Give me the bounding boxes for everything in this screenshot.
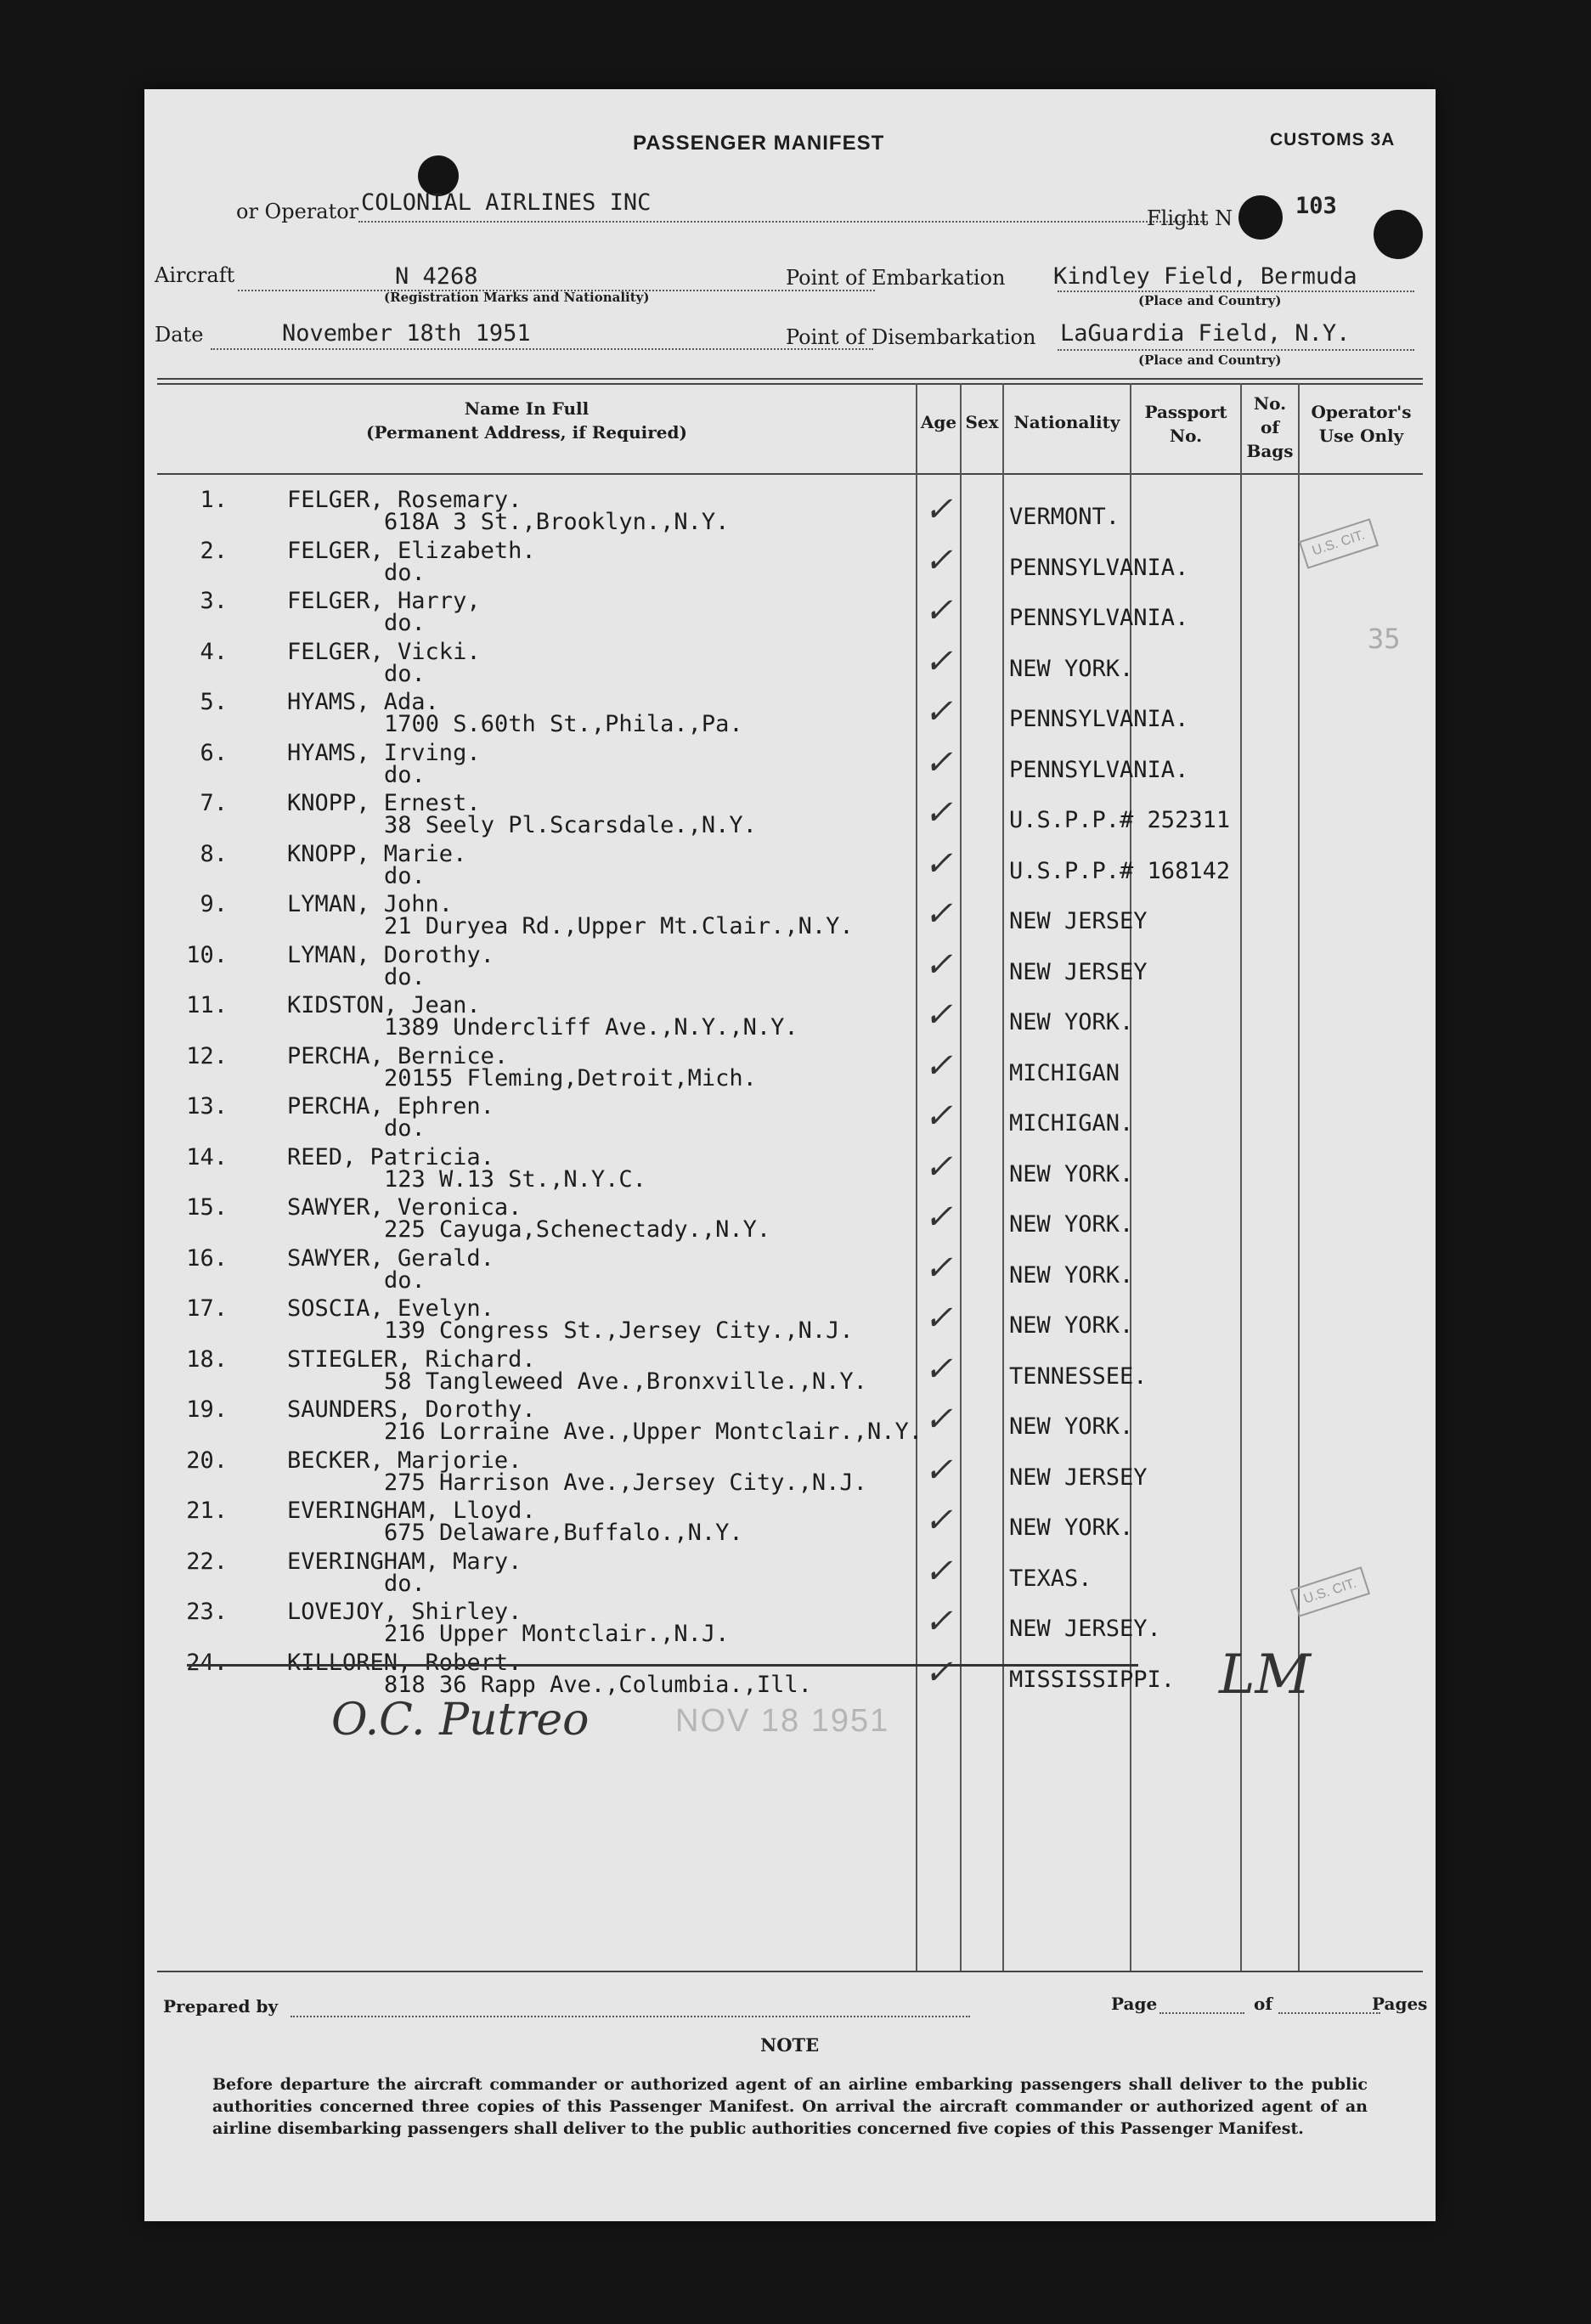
row-number: 13. bbox=[186, 1093, 228, 1120]
passenger-address: 216 Upper Montclair.,N.J. bbox=[384, 1621, 730, 1647]
passenger-name: KNOPP, Marie. bbox=[287, 840, 467, 867]
passenger-nationality: NEW YORK. bbox=[1009, 1211, 1134, 1238]
checkmark-icon: ✓ bbox=[924, 1501, 953, 1540]
passenger-nationality: NEW JERSEY bbox=[1009, 908, 1148, 934]
punch-hole bbox=[1374, 210, 1423, 259]
row-number: 19. bbox=[186, 1396, 228, 1423]
prepared-by-label: Prepared by bbox=[163, 1996, 279, 2017]
row-number: 6. bbox=[200, 739, 228, 766]
passenger-address: 675 Delaware,Buffalo.,N.Y. bbox=[384, 1520, 743, 1546]
flight-number: 103 bbox=[1295, 193, 1337, 219]
checkmark-icon: ✓ bbox=[924, 1551, 953, 1591]
col-name-header: Name In Full (Permanent Address, if Required) bbox=[366, 398, 687, 443]
aircraft-caption: (Registration Marks and Nationality) bbox=[384, 290, 650, 305]
passenger-nationality: U.S.P.P.# 168142 bbox=[1009, 857, 1231, 884]
passenger-address: 618A 3 St.,Brooklyn.,N.Y. bbox=[384, 509, 730, 535]
embarkation-caption: (Place and Country) bbox=[1138, 293, 1282, 308]
row-number: 14. bbox=[186, 1143, 228, 1170]
passenger-address: 139 Congress St.,Jersey City.,N.J. bbox=[384, 1317, 854, 1344]
passenger-name: FELGER, Vicki. bbox=[287, 638, 481, 665]
passenger-nationality: NEW YORK. bbox=[1009, 1413, 1134, 1440]
row-number: 1. bbox=[200, 487, 228, 513]
passenger-address: do. bbox=[384, 559, 426, 586]
passenger-nationality: VERMONT. bbox=[1009, 504, 1120, 530]
passenger-nationality: NEW JERSEY. bbox=[1009, 1616, 1161, 1642]
row-number: 20. bbox=[186, 1447, 228, 1474]
passenger-name: LYMAN, Dorothy. bbox=[287, 941, 494, 968]
checkmark-icon: ✓ bbox=[924, 540, 953, 580]
manifest-page bbox=[144, 89, 1436, 2221]
passenger-nationality: NEW YORK. bbox=[1009, 655, 1134, 682]
passenger-nationality: NEW JERSEY bbox=[1009, 1464, 1148, 1491]
checkmark-icon: ✓ bbox=[924, 1652, 953, 1692]
checkmark-icon: ✓ bbox=[924, 1299, 953, 1338]
checkmark-icon: ✓ bbox=[924, 996, 953, 1035]
passenger-address: do. bbox=[384, 1266, 426, 1294]
disembarkation-value: LaGuardia Field, N.Y. bbox=[1060, 320, 1351, 347]
passenger-address: 123 W.13 St.,N.Y.C. bbox=[384, 1165, 646, 1193]
passenger-address: 38 Seely Pl.Scarsdale.,N.Y. bbox=[384, 812, 757, 838]
checkmark-icon: ✓ bbox=[924, 1046, 953, 1086]
checkmark-icon: ✓ bbox=[924, 641, 953, 681]
passenger-nationality: TENNESSEE. bbox=[1009, 1362, 1148, 1390]
col-bags-header: No. of Bags bbox=[1246, 393, 1294, 461]
row-number: 4. bbox=[200, 638, 228, 665]
col-passport-header: Passport No. bbox=[1144, 402, 1227, 446]
punch-hole bbox=[1238, 195, 1283, 240]
col-sex-header: Sex bbox=[965, 412, 999, 432]
passenger-name: HYAMS, Ada. bbox=[287, 689, 439, 715]
passenger-address: do. bbox=[384, 1570, 426, 1597]
passenger-address: do. bbox=[384, 963, 426, 990]
initials-signature: LM bbox=[1219, 1644, 1312, 1706]
row-number: 18. bbox=[186, 1345, 228, 1373]
form-title: PASSENGER MANIFEST bbox=[633, 132, 885, 155]
page-label: Page bbox=[1111, 1994, 1158, 2014]
passenger-name: SOSCIA, Evelyn. bbox=[287, 1295, 494, 1322]
embarkation-value: Kindley Field, Bermuda bbox=[1053, 263, 1357, 290]
row-number: 9. bbox=[200, 891, 228, 917]
row-number: 5. bbox=[200, 689, 228, 715]
passenger-nationality: MICHIGAN. bbox=[1009, 1110, 1134, 1137]
note-title: NOTE bbox=[760, 2034, 820, 2056]
passenger-name: BECKER, Marjorie. bbox=[287, 1447, 522, 1474]
passenger-name: SAUNDERS, Dorothy. bbox=[287, 1396, 536, 1423]
checkmark-icon: ✓ bbox=[924, 1349, 953, 1389]
row-number: 7. bbox=[200, 790, 228, 816]
form-id: CUSTOMS 3A bbox=[1270, 130, 1396, 149]
passenger-name: KIDSTON, Jean. bbox=[287, 992, 481, 1018]
passenger-name: REED, Patricia. bbox=[287, 1143, 494, 1170]
row-number: 17. bbox=[186, 1295, 228, 1322]
date-value: November 18th 1951 bbox=[282, 320, 531, 347]
passenger-address: do. bbox=[384, 660, 426, 687]
checkmark-icon: ✓ bbox=[924, 843, 953, 883]
citizenship-stamp: U.S. CIT. bbox=[1299, 518, 1379, 569]
passenger-name: FELGER, Harry, bbox=[287, 588, 481, 614]
strike-through-line bbox=[187, 1664, 1138, 1667]
passenger-address: 818 36 Rapp Ave.,Columbia.,Ill. bbox=[384, 1671, 812, 1698]
checkmark-icon: ✓ bbox=[924, 945, 953, 984]
passenger-address: 21 Duryea Rd.,Upper Mt.Clair.,N.Y. bbox=[384, 913, 854, 939]
row-number: 24. bbox=[186, 1649, 228, 1676]
side-mark: 35 bbox=[1368, 623, 1401, 655]
checkmark-icon: ✓ bbox=[924, 490, 953, 529]
passenger-address: 20155 Fleming,Detroit,Mich. bbox=[384, 1064, 757, 1091]
officer-signature: O.C. Putreo bbox=[331, 1695, 590, 1746]
checkmark-icon: ✓ bbox=[924, 742, 953, 782]
checkmark-icon: ✓ bbox=[924, 1400, 953, 1439]
passenger-name: FELGER, Rosemary. bbox=[287, 487, 522, 513]
passenger-name: KILLOREN, Robert. bbox=[287, 1649, 522, 1676]
row-number: 2. bbox=[200, 537, 228, 564]
passenger-name: FELGER, Elizabeth. bbox=[287, 537, 536, 564]
pages-label: Pages bbox=[1372, 1994, 1428, 2014]
passenger-nationality: PENNSYLVANIA. bbox=[1009, 756, 1189, 783]
passenger-address: do. bbox=[384, 610, 426, 636]
checkmark-icon: ✓ bbox=[924, 1097, 953, 1136]
passenger-name: EVERINGHAM, Lloyd. bbox=[287, 1498, 536, 1524]
row-number: 16. bbox=[186, 1244, 228, 1272]
checkmark-icon: ✓ bbox=[924, 1147, 953, 1187]
passenger-nationality: MISSISSIPPI. bbox=[1009, 1666, 1176, 1693]
row-number: 10. bbox=[186, 941, 228, 968]
passenger-nationality: MICHIGAN bbox=[1009, 1059, 1120, 1086]
passenger-nationality: PENNSYLVANIA. bbox=[1009, 605, 1189, 631]
passenger-address: 275 Harrison Ave.,Jersey City.,N.J. bbox=[384, 1469, 867, 1496]
date-label: Date bbox=[155, 323, 204, 347]
passenger-address: 58 Tangleweed Ave.,Bronxville.,N.Y. bbox=[384, 1368, 867, 1395]
passenger-address: 1700 S.60th St.,Phila.,Pa. bbox=[384, 711, 743, 737]
row-number: 23. bbox=[186, 1599, 228, 1625]
passenger-name: HYAMS, Irving. bbox=[287, 739, 481, 766]
passenger-nationality: PENNSYLVANIA. bbox=[1009, 706, 1189, 732]
passenger-name: EVERINGHAM, Mary. bbox=[287, 1548, 522, 1575]
passenger-name: LOVEJOY, Shirley. bbox=[287, 1599, 522, 1625]
aircraft-value: N 4268 bbox=[395, 263, 478, 290]
date-stamp: NOV 18 1951 bbox=[675, 1703, 890, 1739]
passenger-nationality: U.S.P.P.# 252311 bbox=[1009, 807, 1231, 833]
row-number: 21. bbox=[186, 1498, 228, 1524]
col-operator-use-header: Operator's Use Only bbox=[1311, 402, 1412, 446]
checkmark-icon: ✓ bbox=[924, 1248, 953, 1288]
passenger-address: do. bbox=[384, 1115, 426, 1142]
of-label: of bbox=[1254, 1994, 1272, 2014]
passenger-name: PERCHA, Ephren. bbox=[287, 1093, 494, 1120]
checkmark-icon: ✓ bbox=[924, 793, 953, 832]
passenger-nationality: NEW JERSEY bbox=[1009, 958, 1148, 985]
checkmark-icon: ✓ bbox=[924, 591, 953, 630]
passenger-nationality: TEXAS. bbox=[1009, 1565, 1092, 1592]
row-number: 15. bbox=[186, 1194, 228, 1221]
row-number: 3. bbox=[200, 588, 228, 614]
checkmark-icon: ✓ bbox=[924, 692, 953, 731]
checkmark-icon: ✓ bbox=[924, 1602, 953, 1641]
checkmark-icon: ✓ bbox=[924, 1198, 953, 1237]
passenger-nationality: NEW YORK. bbox=[1009, 1261, 1134, 1289]
passenger-address: do. bbox=[384, 862, 426, 889]
passenger-address: 1389 Undercliff Ave.,N.Y.,N.Y. bbox=[384, 1014, 798, 1041]
row-number: 12. bbox=[186, 1042, 228, 1069]
passenger-address: do. bbox=[384, 761, 426, 788]
row-number: 8. bbox=[200, 840, 228, 867]
operator-value: COLONIAL AIRLINES INC bbox=[361, 189, 652, 216]
passenger-nationality: NEW YORK. bbox=[1009, 1009, 1134, 1035]
note-text: Before departure the aircraft commander or authorized agent of an airline embarking passengers shall deliver to the public authorities concerned three copies of this Passenger Manifest. On arrival the aircraft commander or authorized agent of an airline disembarking passengers shall deliver to the public authorities concerned five copies of this Passenger Manifest. bbox=[212, 2075, 1368, 2138]
passenger-nationality: PENNSYLVANIA. bbox=[1009, 554, 1189, 581]
operator-label: or Operator bbox=[236, 200, 359, 223]
flight-label: Flight N bbox=[1147, 206, 1233, 230]
passenger-nationality: NEW YORK. bbox=[1009, 1312, 1134, 1339]
embarkation-label: Point of Embarkation bbox=[786, 266, 1006, 290]
col-age-header: Age bbox=[920, 412, 957, 432]
passenger-name: LYMAN, John. bbox=[287, 891, 454, 917]
passenger-address: 225 Cayuga,Schenectady.,N.Y. bbox=[384, 1216, 771, 1243]
citizenship-stamp: U.S. CIT. bbox=[1290, 1566, 1370, 1617]
passenger-name: PERCHA, Bernice. bbox=[287, 1042, 509, 1069]
disembarkation-caption: (Place and Country) bbox=[1138, 353, 1282, 368]
col-nationality-header: Nationality bbox=[1013, 412, 1120, 432]
passenger-nationality: NEW YORK. bbox=[1009, 1515, 1134, 1541]
passenger-name: SAWYER, Gerald. bbox=[287, 1244, 494, 1272]
passenger-name: KNOPP, Ernest. bbox=[287, 790, 481, 816]
passenger-name: STIEGLER, Richard. bbox=[287, 1345, 536, 1373]
passenger-name: SAWYER, Veronica. bbox=[287, 1194, 522, 1221]
checkmark-icon: ✓ bbox=[924, 1450, 953, 1490]
passenger-nationality: NEW YORK. bbox=[1009, 1160, 1134, 1187]
passenger-address: 216 Lorraine Ave.,Upper Montclair.,N.Y. bbox=[384, 1419, 922, 1445]
aircraft-label: Aircraft bbox=[155, 263, 235, 287]
row-number: 11. bbox=[186, 992, 228, 1018]
checkmark-icon: ✓ bbox=[924, 894, 953, 934]
disembarkation-label: Point of Disembarkation bbox=[786, 325, 1036, 349]
row-number: 22. bbox=[186, 1548, 228, 1575]
